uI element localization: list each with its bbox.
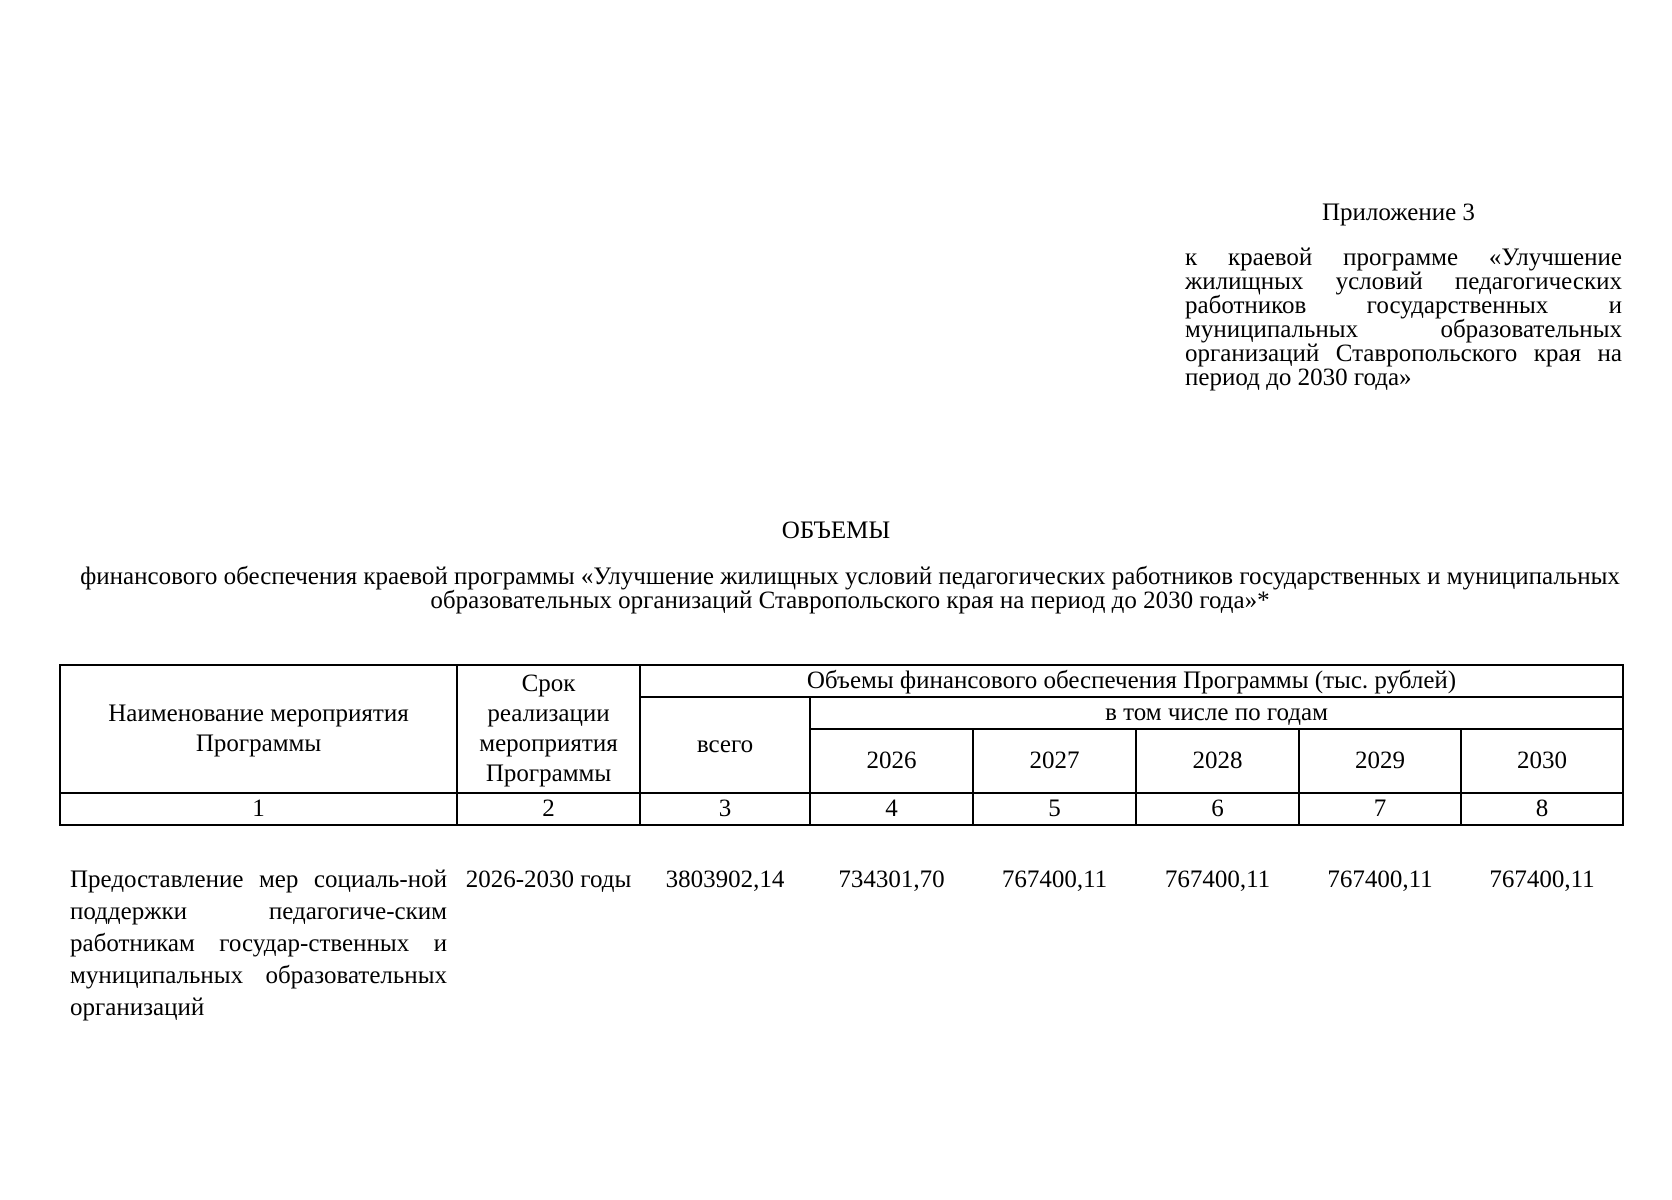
row-value: 767400,11	[1164, 866, 1271, 893]
column-number: 6	[1136, 793, 1299, 825]
row-value: 767400,11	[1327, 866, 1433, 893]
annex-title: Приложение 3	[1322, 199, 1475, 226]
header-volumes: Объемы финансового обеспечения Программы (тыс. рублей)	[640, 665, 1623, 697]
column-number: 2	[457, 793, 640, 825]
row-name: Предоставление мер социаль-ной поддержки педагогиче-ским работникам государ-ственных и муниципальных образовательных организаций	[70, 866, 447, 1021]
row-value: 767400,11	[1489, 866, 1595, 893]
header-year: 2027	[973, 729, 1136, 793]
header-total: всего	[640, 697, 810, 793]
column-number: 1	[60, 793, 457, 825]
document-subheading: финансового обеспечения краевой программы «Улучшение жилищных условий педагогических работников государственных и муниципальных образовательных организаций Ставропольского края на период до 2030 года»*	[80, 563, 1620, 614]
header-name: Наименование мероприятия Программы	[60, 665, 457, 793]
header-term: Срок реализации мероприятия Программы	[457, 665, 640, 793]
financing-table	[59, 664, 1624, 1024]
row-spacer	[60, 825, 1623, 856]
document-heading: ОБЪЕМЫ	[781, 517, 891, 544]
header-year: 2030	[1461, 729, 1623, 793]
row-value: 734301,70	[838, 866, 945, 893]
column-number: 7	[1299, 793, 1461, 825]
row-term: 2026-2030 годы	[465, 866, 632, 893]
column-number: 8	[1461, 793, 1623, 825]
table-row	[60, 856, 1623, 1024]
header-year: 2028	[1136, 729, 1299, 793]
header-year: 2026	[810, 729, 973, 793]
column-number: 5	[973, 793, 1136, 825]
row-total: 3803902,14	[665, 866, 785, 893]
header-by-years: в том числе по годам	[810, 697, 1623, 729]
column-number: 3	[640, 793, 810, 825]
annex-reference: к краевой программе «Улучшение жилищных условий педагогических работников государственных и муниципальных образовательных организаций Ставропольского края на период до 2030 года»	[1185, 244, 1622, 391]
header-year: 2029	[1299, 729, 1461, 793]
column-number: 4	[810, 793, 973, 825]
row-value: 767400,11	[1001, 866, 1108, 893]
